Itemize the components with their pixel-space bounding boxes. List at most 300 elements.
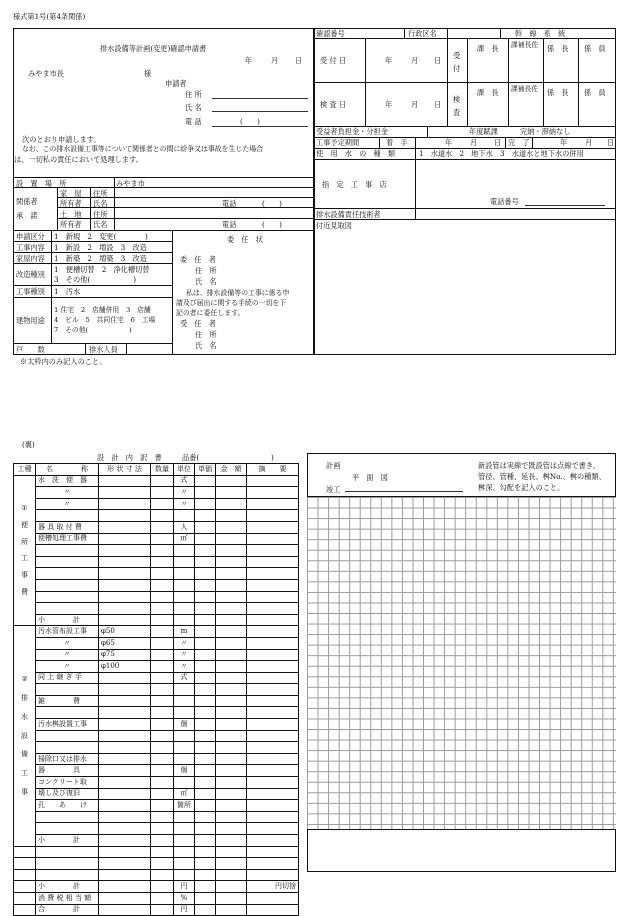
- row-name: 消 費 税 相 当 額: [36, 892, 99, 904]
- row-price: [195, 614, 216, 626]
- row-qty: [151, 510, 174, 522]
- row-note: [247, 788, 299, 800]
- row-spec: [99, 695, 151, 707]
- row-name: 雑 費: [36, 695, 99, 707]
- row-price: [195, 475, 216, 487]
- table-row: [14, 835, 299, 847]
- section-1-char: 費: [21, 588, 28, 597]
- class-value-0: 1 新規 2 変更( ): [54, 232, 148, 241]
- date-year: 年: [245, 56, 253, 65]
- row-name: [36, 742, 99, 754]
- row-price: [195, 742, 216, 754]
- row-qty: [151, 892, 174, 904]
- finish-day: 日: [607, 138, 615, 147]
- proxy-title: 委 任 状: [227, 235, 263, 244]
- row-spec: [99, 788, 151, 800]
- table-row: [14, 904, 299, 916]
- table-row: [14, 811, 299, 823]
- row-amount: [216, 742, 247, 754]
- row-spec: [99, 835, 151, 847]
- row-spec: φ50: [99, 626, 151, 638]
- plan-note-1: 新設管は実線で既設管は点線で書き、: [478, 461, 600, 470]
- role-kakariin-2: 係 員: [584, 88, 606, 97]
- row-spec: [99, 811, 151, 823]
- section-2-label: [14, 626, 36, 846]
- header-cell: 単位: [174, 464, 195, 476]
- reception-date-label: 受 付 日: [320, 56, 347, 65]
- land-tel-parens: ( ): [262, 220, 282, 229]
- row-note: [247, 521, 299, 533]
- row-note: [247, 626, 299, 638]
- row-spec: [99, 533, 151, 545]
- finish-month: 月: [585, 138, 593, 147]
- row-note: [247, 649, 299, 661]
- row-spec: [99, 591, 151, 603]
- table-row: [14, 475, 299, 487]
- water-type-label: 使 用 水 の 種 類: [316, 149, 396, 158]
- row-unit: 〃: [174, 661, 195, 673]
- table-row: [14, 777, 299, 789]
- row-amount: [216, 869, 247, 881]
- row-qty: [151, 730, 174, 742]
- row-spec: [99, 614, 151, 626]
- class-label-0: 申請区分: [16, 232, 45, 241]
- row-unit: [174, 707, 195, 719]
- row-amount: [216, 881, 247, 893]
- row-amount: [216, 858, 247, 870]
- row-name: 〃: [36, 649, 99, 661]
- proxy-text-2: 請及び届出に関する手続の一切を下: [176, 299, 287, 307]
- persons-label: 排水人員: [89, 345, 118, 354]
- class-value-3: 1 便槽切替 2 浄化槽切替: [54, 265, 150, 274]
- row-amount: [216, 811, 247, 823]
- start-month: 月: [470, 138, 478, 147]
- phone-parens: ( ): [240, 117, 260, 126]
- table-row: [14, 730, 299, 742]
- row-qty: [151, 811, 174, 823]
- insp-month: 月: [411, 100, 419, 109]
- section-1-char: 工: [21, 554, 28, 563]
- delegator-address: 住 所: [195, 266, 217, 275]
- row-note: [247, 707, 299, 719]
- hinban-label: 品番( ): [182, 453, 274, 462]
- row-note: [247, 765, 299, 777]
- row-unit: [174, 603, 195, 615]
- row-name: [36, 556, 99, 568]
- row-qty: [151, 788, 174, 800]
- nendo-label: 年度賦課: [469, 127, 498, 136]
- table-row: [14, 695, 299, 707]
- row-note: [247, 695, 299, 707]
- row-price: [195, 892, 216, 904]
- row-spec: φ65: [99, 637, 151, 649]
- row-spec: [99, 869, 151, 881]
- section-2-char: 排: [21, 693, 28, 702]
- table-row: [14, 869, 299, 881]
- start-label: 着 手: [386, 138, 408, 147]
- class-value-4: 3 その他( ): [54, 275, 137, 284]
- insp-day: 日: [434, 100, 442, 109]
- row-spec: [99, 858, 151, 870]
- row-qty: [151, 869, 174, 881]
- table-row: [14, 823, 299, 835]
- land-tel-label: 電話: [222, 220, 237, 229]
- row-qty: [151, 846, 174, 858]
- row-note: [247, 545, 299, 557]
- table-row: [14, 521, 299, 533]
- row-price: [195, 777, 216, 789]
- row-amount: [216, 684, 247, 696]
- row-note: [247, 510, 299, 522]
- row-name: [36, 730, 99, 742]
- section-1-char: 事: [21, 571, 28, 580]
- body-line-1: 次のとおり申請します。: [22, 135, 101, 144]
- row-price: [195, 533, 216, 545]
- row-amount: [216, 603, 247, 615]
- row-note: [247, 811, 299, 823]
- row-unit: 円: [174, 904, 195, 916]
- row-amount: [216, 487, 247, 499]
- burden-label: 受益者負担金・分担金: [316, 127, 388, 136]
- plan-grid: [307, 496, 616, 830]
- row-price: [195, 672, 216, 684]
- row-unit: ㎡: [174, 533, 195, 545]
- header-cell: 金 額: [216, 464, 247, 476]
- table-row: [14, 579, 299, 591]
- row-unit: [174, 545, 195, 557]
- land-label: 土 地: [60, 210, 82, 219]
- map-label: 付近見取図: [316, 221, 352, 230]
- row-amount: [216, 765, 247, 777]
- rec-month: 月: [411, 56, 419, 65]
- row-qty: [151, 637, 174, 649]
- row-amount: [216, 788, 247, 800]
- row-note: [247, 475, 299, 487]
- row-name: 器 具 取 付 費: [36, 521, 99, 533]
- row-note: [247, 614, 299, 626]
- row-note: [247, 800, 299, 812]
- table-row: [14, 892, 299, 904]
- row-qty: [151, 765, 174, 777]
- row-spec: [99, 742, 151, 754]
- start-day: 日: [494, 138, 502, 147]
- table-row: [14, 591, 299, 603]
- water-type-options: 1 水道水 2 地下水 3 水道水と地下水の併用: [419, 149, 584, 158]
- stamp-reception: 受付: [453, 51, 461, 73]
- body-line-3: は、一切私の責任において処理します。: [14, 155, 143, 164]
- row-price: [195, 568, 216, 580]
- name-underline: [212, 111, 308, 112]
- table-row: [14, 707, 299, 719]
- row-note: [247, 719, 299, 731]
- row-qty: [151, 742, 174, 754]
- row-spec: [99, 603, 151, 615]
- role-kacho-2: 課 長: [477, 88, 499, 97]
- row-name: 便槽処理工事費: [36, 533, 99, 545]
- row-note: [247, 846, 299, 858]
- kankeisha-label: 関係者: [16, 197, 38, 206]
- row-price: [195, 869, 216, 881]
- row-note: [247, 869, 299, 881]
- row-unit: [174, 823, 195, 835]
- row-spec: [99, 498, 151, 510]
- row-spec: [99, 568, 151, 580]
- row-name: 小 計: [36, 881, 99, 893]
- row-price: [195, 521, 216, 533]
- mayor: みやま市長: [28, 69, 64, 78]
- table-row: [14, 510, 299, 522]
- row-amount: [216, 846, 247, 858]
- row-note: [247, 730, 299, 742]
- row-amount: [216, 730, 247, 742]
- class-value-1: 1 新設 2 増設 3 改造: [54, 243, 147, 252]
- row-spec: [99, 846, 151, 858]
- plan-keikaku: 計画: [326, 461, 341, 470]
- row-price: [195, 730, 216, 742]
- role-hosa-1: 課補長佐: [511, 41, 539, 49]
- row-unit: 箇所: [174, 800, 195, 812]
- row-amount: [216, 835, 247, 847]
- row-unit: [174, 730, 195, 742]
- row-amount: [216, 591, 247, 603]
- table-row: [14, 753, 299, 765]
- row-qty: [151, 498, 174, 510]
- application-title: 排水設備等計画(変更)確認申請書: [100, 44, 207, 53]
- plan-heimen: 平 面 図: [352, 473, 388, 482]
- row-name: 小 計: [36, 835, 99, 847]
- row-name: 汚水桝設置工事: [36, 719, 99, 731]
- row-name: [36, 869, 99, 881]
- row-price: [195, 626, 216, 638]
- row-name: 小 計: [36, 614, 99, 626]
- row-name: [36, 846, 99, 858]
- row-price: [195, 498, 216, 510]
- frame-note: ※太枠内のみ記入のこと。: [20, 357, 107, 366]
- row-price: [195, 858, 216, 870]
- row-note: [247, 556, 299, 568]
- finish-year: 年: [560, 138, 568, 147]
- row-price: [195, 800, 216, 812]
- trunk-label: 幹 線 系 統: [515, 29, 566, 38]
- row-note: [247, 568, 299, 580]
- section-1-char: 便: [21, 520, 28, 529]
- row-spec: [99, 823, 151, 835]
- row-spec: [99, 730, 151, 742]
- row-name: [36, 858, 99, 870]
- row-unit: [174, 695, 195, 707]
- row-note: [247, 777, 299, 789]
- table-row: [14, 672, 299, 684]
- section-2-char: 事: [21, 788, 28, 797]
- row-qty: [151, 719, 174, 731]
- row-price: [195, 846, 216, 858]
- house-tel-label: 電話: [222, 199, 237, 208]
- row-qty: [151, 707, 174, 719]
- row-qty: [151, 545, 174, 557]
- applicant-phone-label: 電 話: [185, 117, 202, 126]
- row-name: [36, 579, 99, 591]
- row-note: [247, 742, 299, 754]
- row-amount: [216, 695, 247, 707]
- class-value-7: 4 ビル 5 共同住宅 6 工場: [54, 316, 156, 324]
- address-underline: [212, 98, 308, 99]
- row-unit: 個: [174, 765, 195, 777]
- row-amount: [216, 556, 247, 568]
- table-row: [14, 626, 299, 638]
- row-qty: [151, 475, 174, 487]
- row-unit: %: [174, 892, 195, 904]
- row-note: [247, 684, 299, 696]
- rec-year: 年: [385, 56, 393, 65]
- row-unit: 〃: [174, 649, 195, 661]
- site-label: 設 置 場 所: [16, 179, 67, 188]
- row-note: [247, 603, 299, 615]
- phone-underline: [212, 126, 308, 127]
- applicant-label: 申請者: [165, 79, 187, 88]
- row-name: 〃: [36, 661, 99, 673]
- row-unit: [174, 510, 195, 522]
- row-price: [195, 510, 216, 522]
- role-kakaricho-1: 係 長: [547, 44, 569, 53]
- proxy-text-1: 私は、排水設備等の工事に係る申: [186, 289, 290, 297]
- row-spec: [99, 904, 151, 916]
- row-amount: [216, 579, 247, 591]
- shodaku-label: 承 諾: [16, 211, 38, 220]
- row-qty: [151, 614, 174, 626]
- row-unit: [174, 846, 195, 858]
- section-2-char: ②: [21, 674, 28, 683]
- row-qty: [151, 626, 174, 638]
- cost-breakdown-table: [13, 463, 299, 916]
- row-unit: [174, 579, 195, 591]
- plan-note-2: 管径、管種、延長、桝No.、桝の種類、: [478, 472, 606, 481]
- row-spec: [99, 475, 151, 487]
- row-name: [36, 510, 99, 522]
- table-row: [14, 533, 299, 545]
- row-name: 〃: [36, 637, 99, 649]
- row-note: [247, 835, 299, 847]
- row-amount: [216, 533, 247, 545]
- class-value-5: 1 汚水: [54, 287, 81, 296]
- table-row: [14, 568, 299, 580]
- row-name: 汚水管布設工事: [36, 626, 99, 638]
- row-qty: [151, 823, 174, 835]
- row-unit: 式: [174, 672, 195, 684]
- row-qty: [151, 487, 174, 499]
- row-price: [195, 487, 216, 499]
- role-kakaricho-2: 係 長: [547, 88, 569, 97]
- row-amount: [216, 475, 247, 487]
- class-value-2: 1 新築 2 増築 3 改造: [54, 254, 147, 263]
- date-month: 月: [271, 56, 279, 65]
- row-qty: [151, 591, 174, 603]
- land-owner-label: 所有者: [60, 220, 82, 229]
- row-qty: [151, 579, 174, 591]
- row-spec: [99, 753, 151, 765]
- row-spec: [99, 672, 151, 684]
- row-note: [247, 591, 299, 603]
- header-cell: 単価: [195, 464, 216, 476]
- row-note: [247, 753, 299, 765]
- table-row: [14, 881, 299, 893]
- row-unit: 〃: [174, 498, 195, 510]
- row-qty: [151, 904, 174, 916]
- table-row: [14, 765, 299, 777]
- insp-year: 年: [385, 100, 393, 109]
- section-empty: [14, 858, 36, 870]
- class-label-2: 家屋内容: [16, 254, 45, 263]
- row-price: [195, 904, 216, 916]
- row-spec: [99, 510, 151, 522]
- reverse-label: (裏): [22, 440, 35, 449]
- header-cell: 数量: [151, 464, 174, 476]
- row-spec: [99, 684, 151, 696]
- row-amount: [216, 661, 247, 673]
- row-spec: [99, 707, 151, 719]
- row-qty: [151, 695, 174, 707]
- header-cell: 形 状 寸 法: [99, 464, 151, 476]
- row-price: [195, 579, 216, 591]
- households-label: 戸 数: [16, 345, 45, 354]
- row-amount: [216, 800, 247, 812]
- row-spec: [99, 545, 151, 557]
- row-unit: [174, 777, 195, 789]
- applicant-name-label: 氏 名: [185, 103, 202, 112]
- paid-label: 完納・滞納なし: [520, 127, 571, 136]
- row-note: [247, 904, 299, 916]
- row-name: 〃: [36, 498, 99, 510]
- row-note: 円切捨: [247, 881, 299, 893]
- row-name: 〃: [36, 487, 99, 499]
- row-name: [36, 823, 99, 835]
- row-qty: [151, 835, 174, 847]
- confirm-no-label: 確認番号: [316, 29, 345, 38]
- section-1-char: 所: [21, 537, 28, 546]
- row-qty: [151, 521, 174, 533]
- row-unit: [174, 858, 195, 870]
- row-price: [195, 684, 216, 696]
- row-price: [195, 719, 216, 731]
- house-owner-label: 所有者: [60, 199, 82, 208]
- row-unit: 円: [174, 881, 195, 893]
- row-amount: [216, 626, 247, 638]
- table-row: [14, 788, 299, 800]
- plan-note-3: 桝深、勾配を記入のこと。: [478, 483, 565, 492]
- row-unit: m: [174, 626, 195, 638]
- row-qty: [151, 672, 174, 684]
- row-qty: [151, 603, 174, 615]
- row-unit: [174, 568, 195, 580]
- row-amount: [216, 892, 247, 904]
- row-note: [247, 487, 299, 499]
- table-row: [14, 742, 299, 754]
- stamp-inspection: 検査: [453, 95, 461, 117]
- role-kacho-1: 課 長: [477, 44, 499, 53]
- row-name: 壊し及び復旧: [36, 788, 99, 800]
- row-spec: [99, 800, 151, 812]
- row-amount: [216, 545, 247, 557]
- ward-label: 行政区名: [408, 29, 437, 38]
- proxy-text-3: 記の者に委任します。: [176, 309, 245, 317]
- row-price: [195, 603, 216, 615]
- row-spec: [99, 487, 151, 499]
- row-qty: [151, 858, 174, 870]
- row-qty: [151, 800, 174, 812]
- class-value-8: 7 その他( ): [54, 326, 132, 334]
- table-row: [14, 637, 299, 649]
- table-row: [14, 649, 299, 661]
- role-kakariin-1: 係 員: [584, 44, 606, 53]
